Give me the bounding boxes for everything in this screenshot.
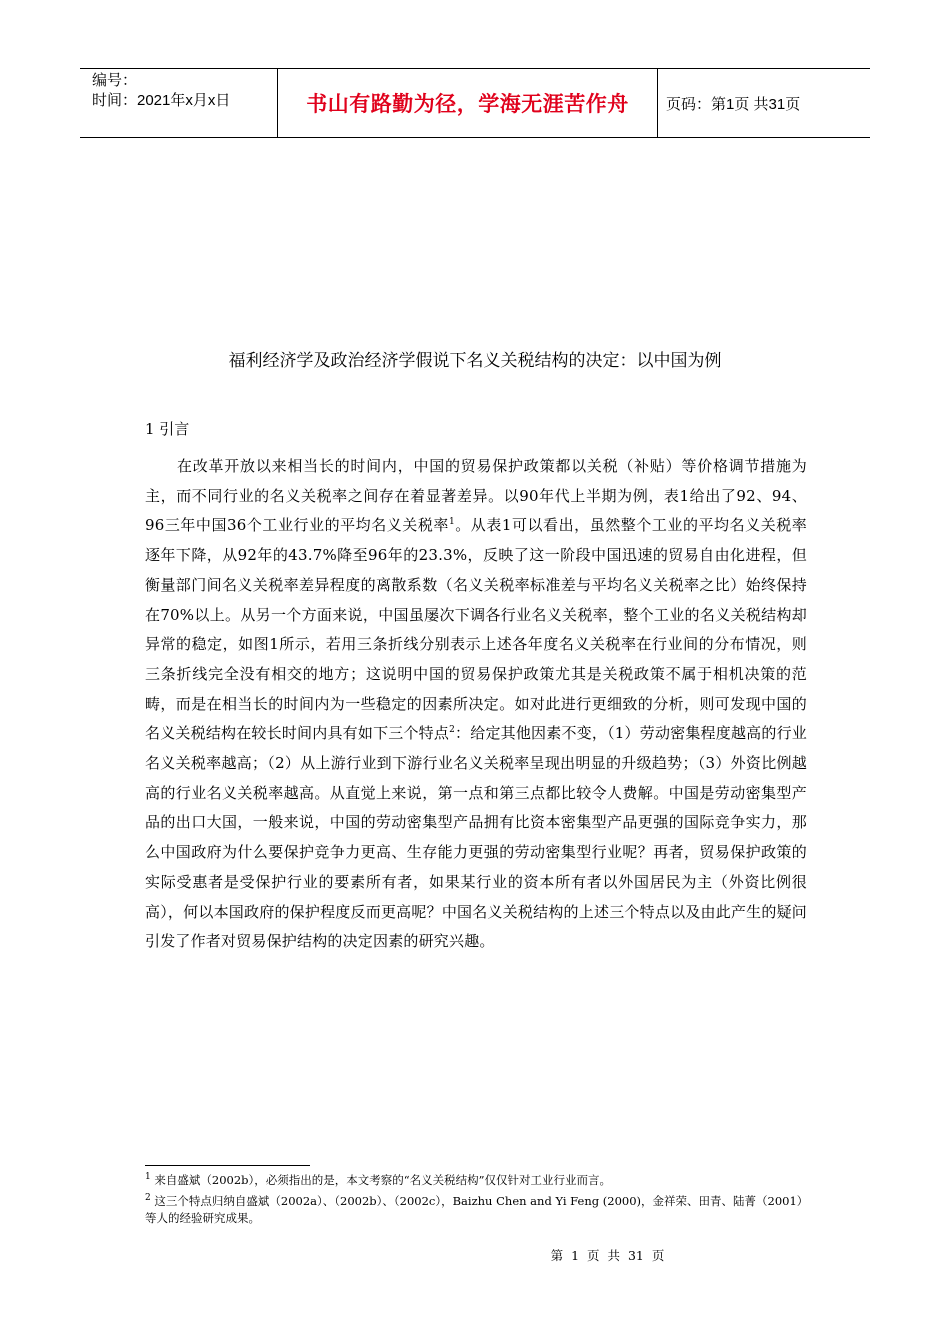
footnote-ref-2: 2	[449, 725, 456, 736]
footnote-mark: 2	[145, 1193, 151, 1204]
header-motto: 书山有路勤为径，学海无涯苦作舟	[278, 69, 658, 137]
page-header-table	[80, 68, 870, 138]
paragraph-text-part1: 在改革开放以来相当长的时间内，中国的贸易保护政策都以关税（补贴）等价格调节措施为主，而不同行业的名义关税率之间存在着显著差异。以90年代上半期为例，表1给出了92、94、96三年中国36个工业行业的平均名义关税率	[145, 457, 807, 535]
paragraph-text-part3: ：给定其他因素不变，（1）劳动密集程度越高的行业名义关税率越高；（2）从上游行业到下游行业名义关税率呈现出明显的升级趋势；（3）外资比例越高的行业名义关税率越高。从直觉上来说，第一点和第三点都比较令人费解。中国是劳动密集型产品的出口大国，一般来说，中国的劳动密集型产品拥有比资本密集型产品更强的国际竞争实力，那么中国政府为什么要保护竞争力更高、生存能力更强的劳动密集型行业呢？再者，贸易保护政策的实际受惠者是受保护行业的要素所有者，如果某行业的资本所有者以外国居民为主（外资比例很高），何以本国政府的保护程度反而更高呢？中国名义关税结构的上述三个特点以及由此产生的疑问引发了作者对贸易保护结构的决定因素的研究兴趣。	[145, 724, 807, 951]
footnote-2	[145, 1193, 807, 1227]
page-footer: 第 1 页 共 31 页	[550, 1248, 665, 1263]
footnote-text: 这三个特点归纳自盛斌（2002a）、（2002b）、（2002c），Baizhu Chen and Yi Feng (2000)，金祥荣、田青、陆菁（2001）等人的经验研究成果。	[145, 1194, 803, 1225]
footnote-mark: 1	[145, 1172, 151, 1183]
footnote-1	[145, 1172, 807, 1189]
header-info-cell	[80, 69, 278, 137]
footnote-text: 来自盛斌（2002b），必须指出的是，本文考察的“名义关税结构”仅仅针对工业行业而言。	[154, 1173, 612, 1187]
document-date-label: 时间：2021年x月x日	[92, 92, 231, 109]
header-page-label: 页码：第1页 共31页	[666, 95, 801, 113]
section-heading: 1 引言	[145, 420, 190, 438]
body-paragraph	[145, 452, 807, 957]
paragraph-text-part2: 。从表1可以看出，虽然整个工业的平均名义关税率逐年下降，从92年的43.7%降至96年的23.3%，反映了这一阶段中国迅速的贸易自由化进程，但衡量部门间名义关税率差异程度的离散系数（名义关税率标准差与平均名义关税率之比）始终保持在70%以上。从另一个方面来说，中国虽屡次下调各行业名义关税率，整个工业的名义关税结构却异常的稳定，如图1所示，若用三条折线分别表示上述各年度名义关税率在行业间的分布情况，则三条折线完全没有相交的地方；这说明中国的贸易保护政策尤其是关税政策不属于相机决策的范畴，而是在相当长的时间内为一些稳定的因素所决定。如对此进行更细致的分析，则可发现中国的名义关税结构在较长时间内具有如下三个特点	[145, 516, 807, 743]
footnote-ref-1: 1	[448, 517, 455, 528]
document-number-label: 编号：	[92, 72, 138, 89]
document-title: 福利经济学及政治经济学假说下名义关税结构的决定：以中国为例	[228, 351, 722, 371]
footnote-separator	[145, 1165, 310, 1166]
